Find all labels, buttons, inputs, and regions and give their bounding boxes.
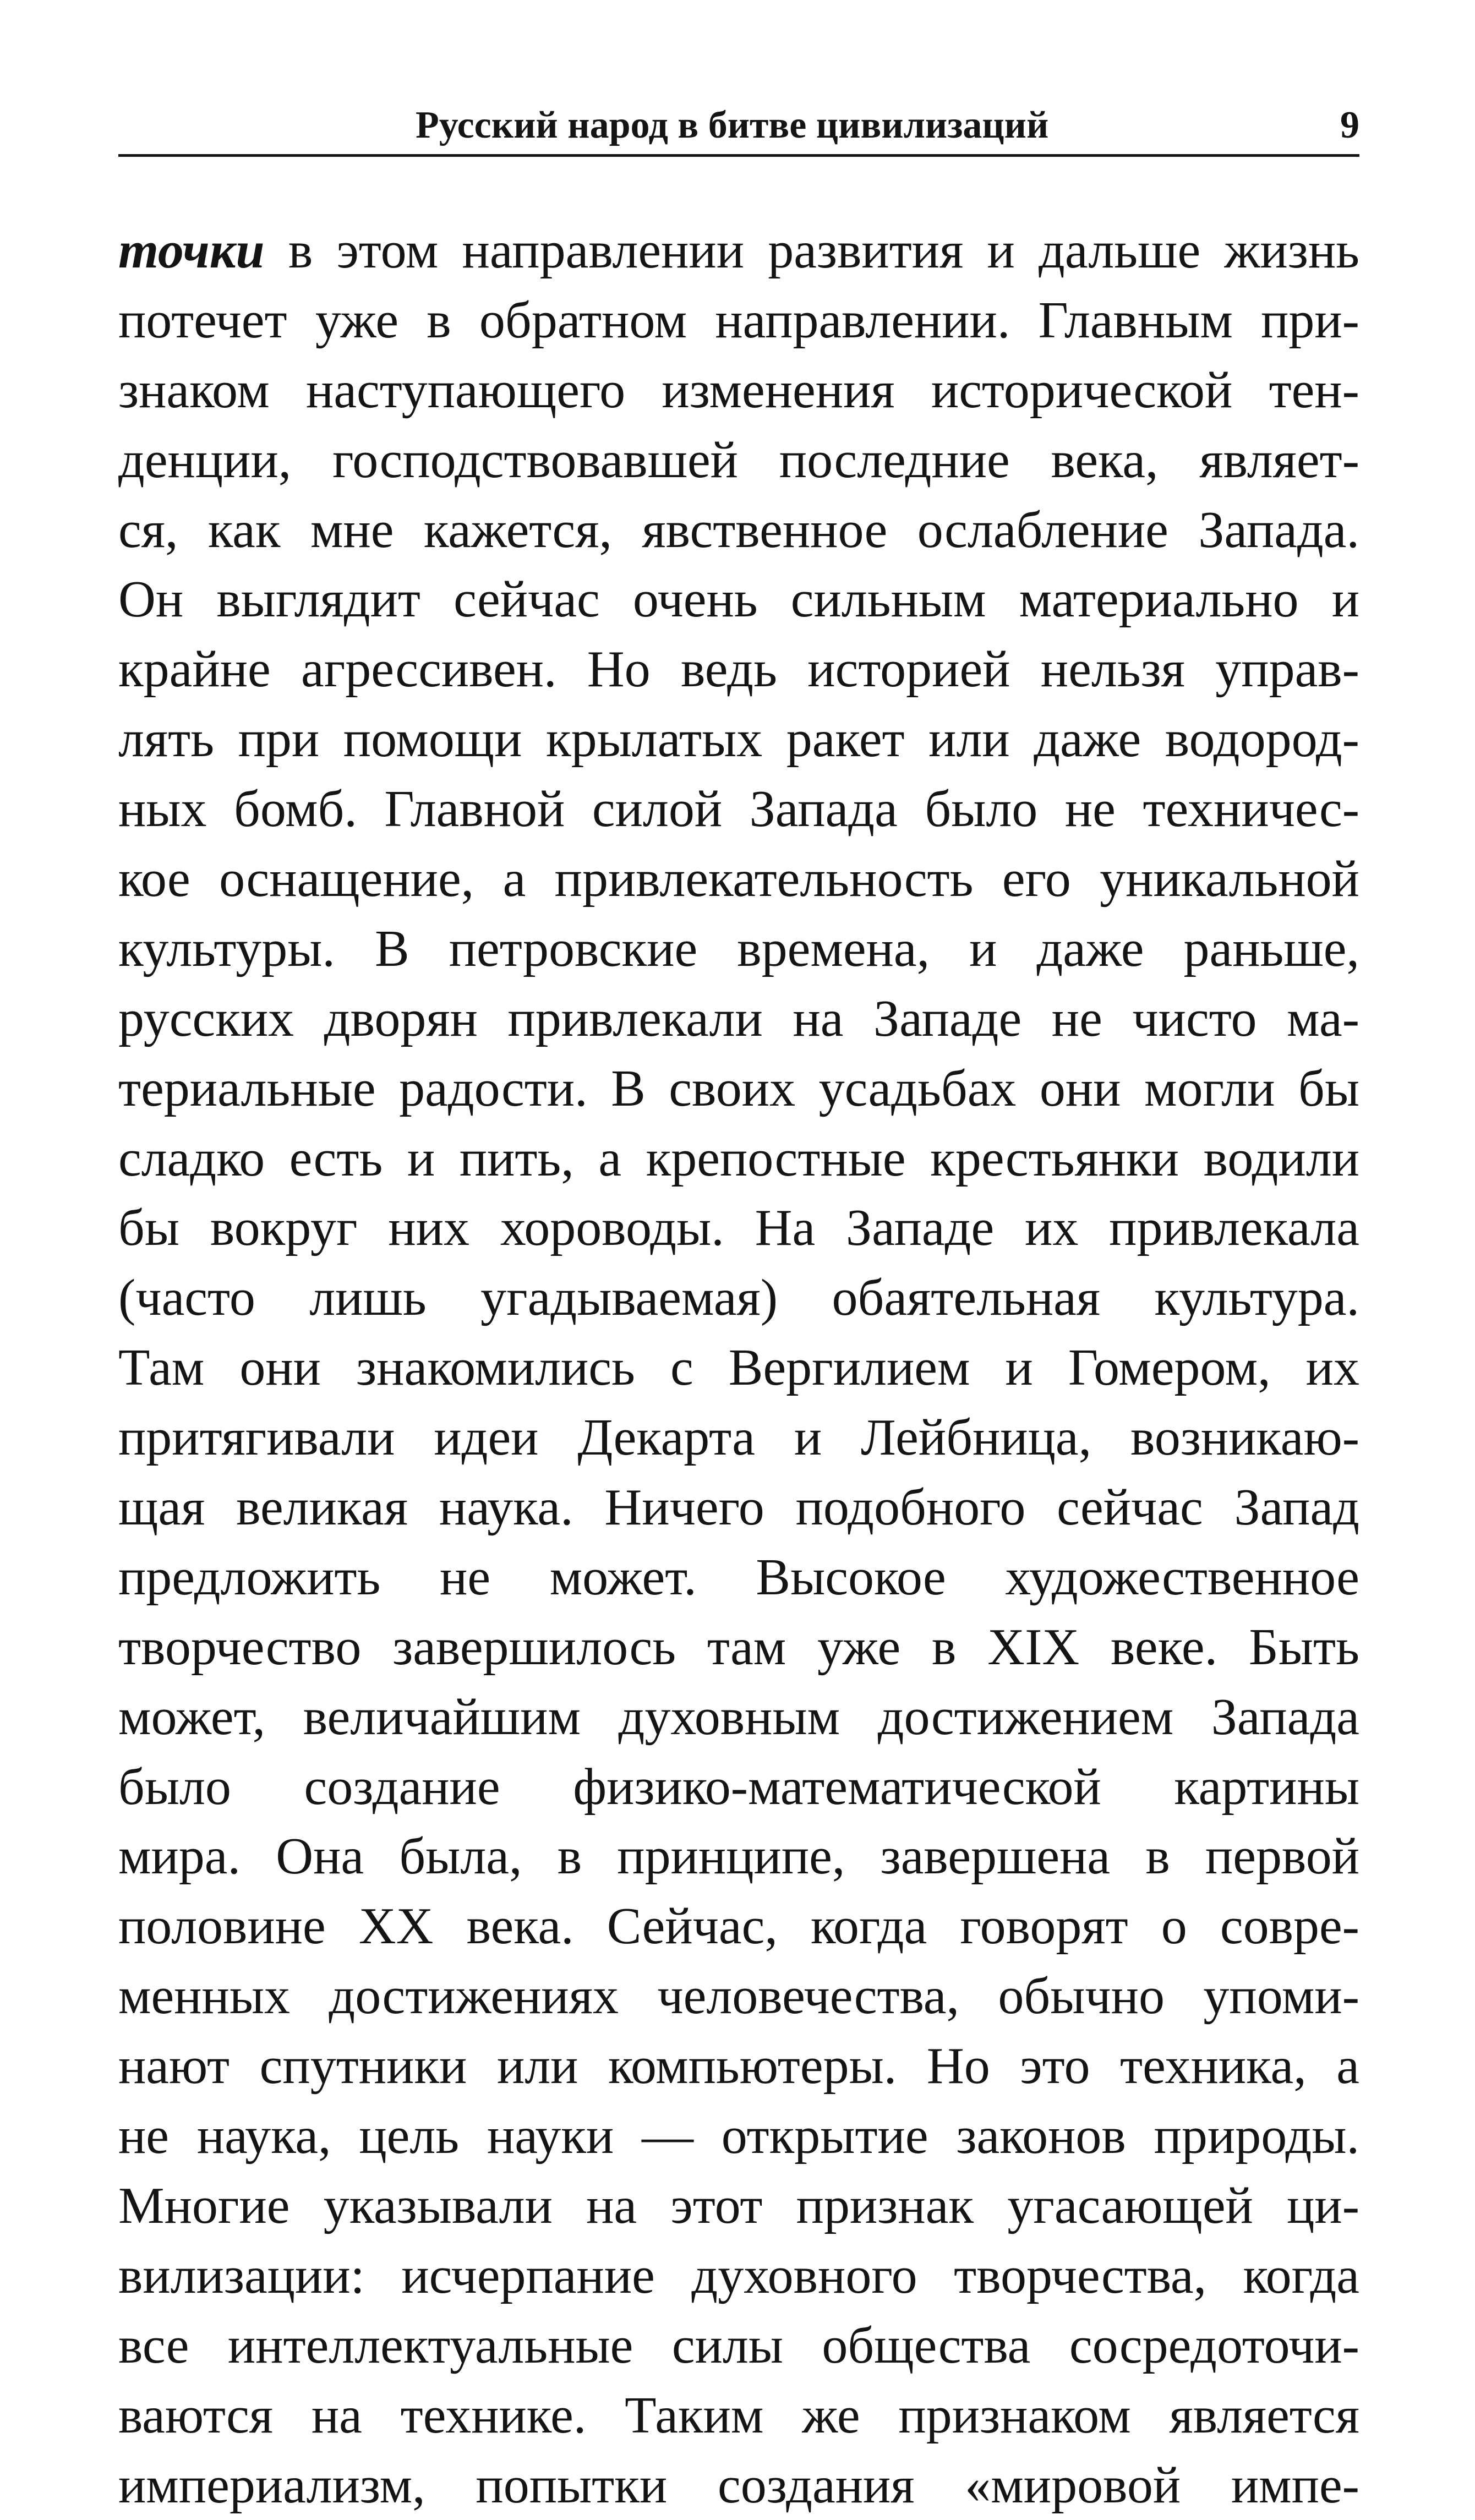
text-line-17: Там они знакомились с Вергилием и Гомером, их xyxy=(118,1333,1359,1403)
text-line-3: знаком наступающего изменения исторической тен- xyxy=(118,356,1359,425)
text-line-15: бы вокруг них хороводы. На Западе их привлекала xyxy=(118,1193,1359,1263)
body-text xyxy=(118,216,1359,2520)
text-line-12: русских дворян привлекали на Западе не чисто ма- xyxy=(118,984,1359,1054)
text-line-8: лять при помощи крылатых ракет или даже водород- xyxy=(118,704,1359,774)
text-line-24: мира. Она была, в принципе, завершена в первой xyxy=(118,1822,1359,1892)
text-line-1-rest: в этом направлении развития и дальше жизнь xyxy=(265,222,1359,279)
text-line-26: менных достижениях человечества, обычно упоми- xyxy=(118,1961,1359,2031)
text-line-23: было создание физико-математической картины xyxy=(118,1752,1359,1822)
text-line-1 xyxy=(118,216,1359,286)
header-rule xyxy=(118,154,1359,157)
text-line-5: ся, как мне кажется, явственное ослабление Запада. xyxy=(118,495,1359,565)
text-line-31: все интеллектуальные силы общества сосредоточи- xyxy=(118,2311,1359,2381)
text-line-33: империализм, попытки создания «мировой импе- xyxy=(118,2451,1359,2520)
page-number: 9 xyxy=(1340,103,1359,147)
text-line-20: предложить не может. Высокое художественное xyxy=(118,1543,1359,1612)
text-line-4: денции, господствовавшей последние века, являет- xyxy=(118,425,1359,495)
text-line-21: творчество завершилось там уже в XIX веке. Быть xyxy=(118,1612,1359,1682)
text-line-28: не наука, цель науки — открытие законов природы. xyxy=(118,2101,1359,2171)
text-line-16: (часто лишь угадываемая) обаятельная культура. xyxy=(118,1263,1359,1333)
text-line-11: культуры. В петровские времена, и даже раньше, xyxy=(118,914,1359,984)
text-line-2: потечет уже в обратном направлении. Главным при- xyxy=(118,286,1359,356)
text-line-14: сладко есть и пить, а крепостные крестьянки водили xyxy=(118,1124,1359,1194)
text-line-9: ных бомб. Главной силой Запада было не техничес- xyxy=(118,774,1359,844)
text-line-13: териальные радости. В своих усадьбах они могли бы xyxy=(118,1054,1359,1124)
running-header xyxy=(118,92,1359,153)
italic-first-word: точки xyxy=(118,222,265,279)
text-line-29: Многие указывали на этот признак угасающей ци- xyxy=(118,2171,1359,2241)
text-line-22: может, величайшим духовным достижением Запада xyxy=(118,1682,1359,1752)
text-line-19: щая великая наука. Ничего подобного сейчас Запад xyxy=(118,1473,1359,1543)
text-line-25: половине XX века. Сейчас, когда говорят о совре- xyxy=(118,1892,1359,1961)
running-title: Русский народ в битве цивилизаций xyxy=(416,103,1048,147)
text-line-32: ваются на технике. Таким же признаком является xyxy=(118,2381,1359,2451)
text-line-6: Он выглядит сейчас очень сильным материально и xyxy=(118,565,1359,635)
text-line-18: притягивали идеи Декарта и Лейбница, возникаю- xyxy=(118,1403,1359,1473)
text-line-27: нают спутники или компьютеры. Но это техника, а xyxy=(118,2031,1359,2101)
text-line-30: вилизации: исчерпание духовного творчества, когда xyxy=(118,2241,1359,2311)
text-line-10: кое оснащение, а привлекательность его уникальной xyxy=(118,844,1359,914)
text-line-7: крайне агрессивен. Но ведь историей нельзя управ- xyxy=(118,635,1359,704)
